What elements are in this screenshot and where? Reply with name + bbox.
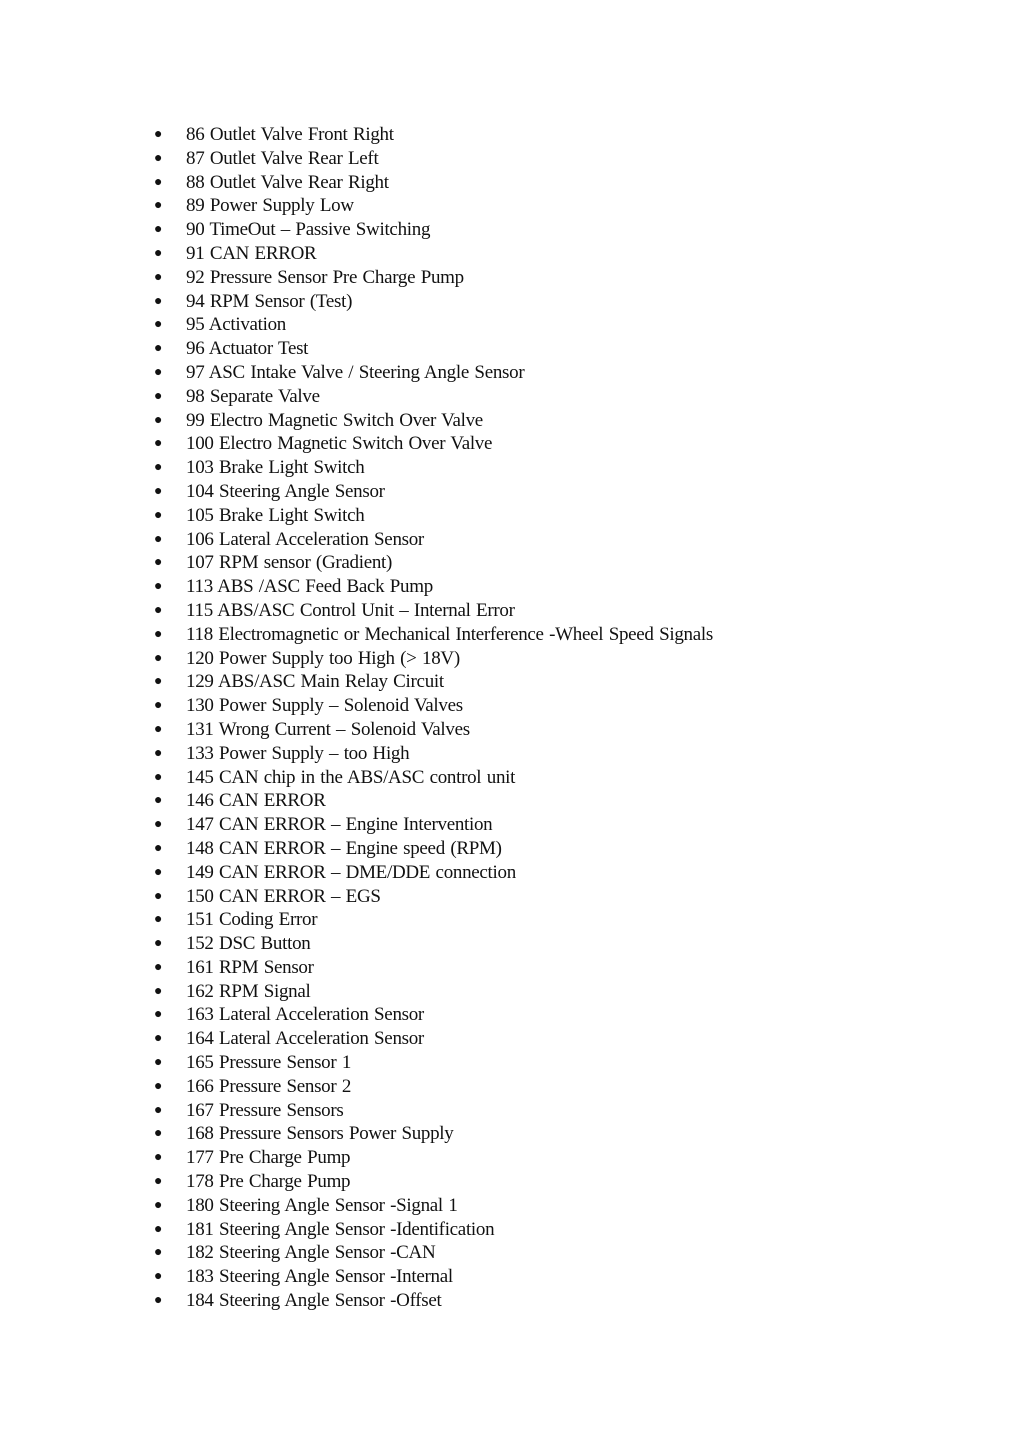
bullet-icon: ● [154,1031,163,1047]
list-item [150,1170,970,1194]
fault-code-list [150,123,970,1313]
bullet-icon: ● [154,793,163,809]
list-item [150,908,970,932]
bullet-icon: ● [154,817,163,833]
bullet-icon: ● [154,912,163,928]
list-item [150,599,970,623]
list-item [150,766,970,790]
list-item-text: 149 CAN ERROR – DME/DDE connection [186,861,516,883]
bullet-icon: ● [154,983,163,999]
bullet-icon: ● [154,579,163,595]
list-item [150,1122,970,1146]
list-item [150,980,970,1004]
list-item-text: 161 RPM Sensor [186,956,314,978]
bullet-icon: ● [154,698,163,714]
list-item [150,504,970,528]
list-item-text: 100 Electro Magnetic Switch Over Valve [186,433,493,455]
list-item-text: 86 Outlet Valve Front Right [186,124,394,145]
list-item-text: 98 Separate Valve [186,385,320,407]
list-item-text: 113 ABS /ASC Feed Back Pump [186,576,433,598]
bullet-icon: ● [154,317,163,333]
list-item [150,1027,970,1051]
bullet-icon: ● [154,1126,163,1142]
list-item-text: 167 Pressure Sensors [186,1099,344,1121]
list-item-text: 152 DSC Button [186,933,311,955]
bullet-icon: ● [154,174,163,190]
bullet-icon: ● [154,341,163,357]
bullet-icon: ● [154,626,163,642]
list-item [150,361,970,385]
list-item-text: 165 Pressure Sensor 1 [186,1052,352,1074]
list-item-text: 95 Activation [186,314,287,336]
bullet-icon: ● [154,412,163,428]
bullet-icon: ● [154,888,163,904]
bullet-icon: ● [154,1150,163,1166]
list-item-text: 133 Power Supply – too High [186,742,410,764]
list-item-text: 182 Steering Angle Sensor -CAN [186,1242,436,1264]
list-item-text: 164 Lateral Acceleration Sensor [186,1028,424,1050]
bullet-icon: ● [154,483,163,499]
list-item [150,932,970,956]
list-item-text: 130 Power Supply – Solenoid Valves [186,695,463,717]
list-item-text: 91 CAN ERROR [186,242,317,264]
list-item [150,742,970,766]
bullet-icon: ● [154,1197,163,1213]
bullet-icon: ● [154,127,163,142]
list-item-text: 131 Wrong Current – Solenoid Valves [186,718,470,740]
bullet-icon: ● [154,222,163,238]
bullet-icon: ● [154,721,163,737]
list-item [150,575,970,599]
bullet-icon: ● [154,531,163,547]
list-item [150,313,970,337]
list-item-text: 104 Steering Angle Sensor [186,480,385,502]
bullet-icon: ● [154,269,163,285]
bullet-icon: ● [154,1078,163,1094]
list-item-text: 163 Lateral Acceleration Sensor [186,1004,424,1026]
list-item-text: 97 ASC Intake Valve / Steering Angle Sensor [186,361,525,383]
list-item [150,409,970,433]
bullet-icon: ● [154,1174,163,1190]
list-item-text: 106 Lateral Acceleration Sensor [186,528,424,550]
list-item [150,147,970,171]
list-item [150,861,970,885]
bullet-icon: ● [154,650,163,666]
list-item [150,1075,970,1099]
list-item-text: 99 Electro Magnetic Switch Over Valve [186,409,483,431]
list-item-text: 107 RPM sensor (Gradient) [186,552,393,574]
bullet-icon: ● [154,1293,163,1309]
list-item-text: 146 CAN ERROR [186,790,326,812]
list-item [150,1003,970,1027]
list-item [150,218,970,242]
list-item-text: 94 RPM Sensor (Test) [186,290,353,312]
bullet-icon: ● [154,460,163,476]
list-item-text: 166 Pressure Sensor 2 [186,1075,352,1097]
list-item-text: 151 Coding Error [186,909,318,931]
bullet-icon: ● [154,745,163,761]
bullet-icon: ● [154,150,163,166]
list-item [150,480,970,504]
list-item [150,528,970,552]
list-item-text: 92 Pressure Sensor Pre Charge Pump [186,266,464,288]
list-item [150,123,970,147]
list-item [150,242,970,266]
list-item-text: 90 TimeOut – Passive Switching [186,219,431,241]
list-item-text: 180 Steering Angle Sensor -Signal 1 [186,1194,458,1216]
bullet-icon: ● [154,602,163,618]
list-item [150,1218,970,1242]
list-item-text: 88 Outlet Valve Rear Right [186,171,389,193]
bullet-icon: ● [154,1055,163,1071]
list-item-text: 183 Steering Angle Sensor -Internal [186,1266,453,1288]
bullet-icon: ● [154,388,163,404]
bullet-icon: ● [154,1007,163,1023]
list-item [150,1289,970,1313]
bullet-icon: ● [154,436,163,452]
bullet-icon: ● [154,364,163,380]
bullet-icon: ● [154,507,163,523]
list-item [150,456,970,480]
list-item [150,1265,970,1289]
bullet-icon: ● [154,245,163,261]
list-item [150,885,970,909]
bullet-icon: ● [154,864,163,880]
list-item-text: 96 Actuator Test [186,338,309,360]
bullet-icon: ● [154,555,163,571]
list-item-text: 89 Power Supply Low [186,195,354,217]
bullet-icon: ● [154,293,163,309]
bullet-icon: ● [154,840,163,856]
list-item [150,1051,970,1075]
list-item [150,670,970,694]
bullet-icon: ● [154,674,163,690]
list-item-text: 147 CAN ERROR – Engine Intervention [186,814,493,836]
list-item [150,1099,970,1123]
list-item-text: 168 Pressure Sensors Power Supply [186,1123,454,1145]
list-item-text: 145 CAN chip in the ABS/ASC control unit [186,766,516,788]
list-item [150,718,970,742]
bullet-icon: ● [154,198,163,214]
list-item-text: 148 CAN ERROR – Engine speed (RPM) [186,837,502,859]
bullet-icon: ● [154,1102,163,1118]
list-item-text: 87 Outlet Valve Rear Left [186,147,379,169]
list-item-text: 129 ABS/ASC Main Relay Circuit [186,671,444,693]
list-item [150,194,970,218]
list-item [150,290,970,314]
list-item [150,789,970,813]
list-item [150,813,970,837]
list-item [150,1146,970,1170]
list-item-text: 103 Brake Light Switch [186,457,365,479]
list-item [150,266,970,290]
bullet-icon: ● [154,1245,163,1261]
list-item-text: 150 CAN ERROR – EGS [186,885,381,907]
list-item [150,1194,970,1218]
list-item [150,623,970,647]
list-item [150,337,970,361]
list-item-text: 120 Power Supply too High (> 18V) [186,647,460,669]
bullet-icon: ● [154,1221,163,1237]
list-item-text: 178 Pre Charge Pump [186,1171,351,1193]
bullet-icon: ● [154,936,163,952]
bullet-icon: ● [154,1269,163,1285]
bullet-icon: ● [154,959,163,975]
list-item [150,694,970,718]
list-item [150,837,970,861]
list-item [150,432,970,456]
list-item-text: 181 Steering Angle Sensor -Identification [186,1218,495,1240]
list-item [150,385,970,409]
list-item-text: 184 Steering Angle Sensor -Offset [186,1290,442,1312]
list-item [150,551,970,575]
list-item-text: 115 ABS/ASC Control Unit – Internal Error [186,599,515,621]
list-item [150,956,970,980]
list-item-text: 177 Pre Charge Pump [186,1147,351,1169]
list-item [150,1241,970,1265]
list-item-text: 105 Brake Light Switch [186,504,365,526]
list-item [150,171,970,195]
list-item [150,647,970,671]
bullet-icon: ● [154,769,163,785]
list-item-text: 118 Electromagnetic or Mechanical Interference -Wheel Speed Signals [186,623,713,645]
list-item-text: 162 RPM Signal [186,980,311,1002]
